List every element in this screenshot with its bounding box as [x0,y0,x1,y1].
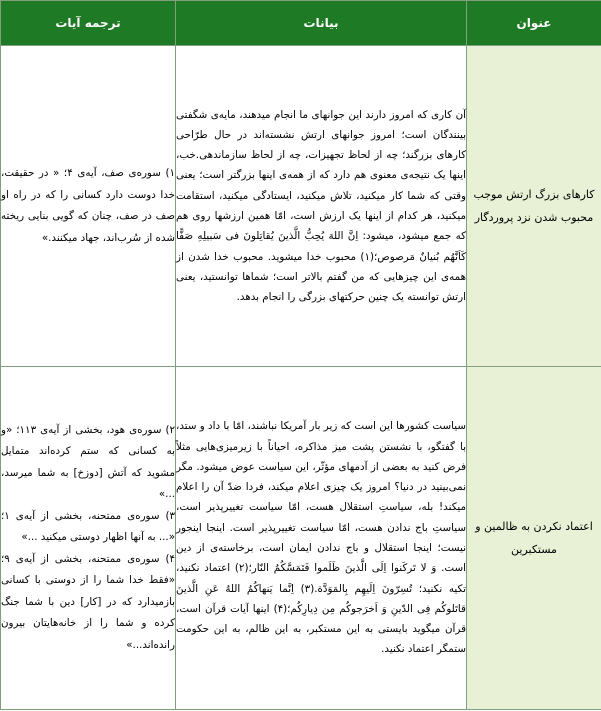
table-header-row [1,1,601,46]
translation-item: ۳) سوره‌ی ممتحنه، بخشی از آیه‌ی ۱؛ «... به آنها اظهار دوستی میکنید ...» [1,509,175,544]
header-translation: ترجمه آیات [1,1,176,46]
translation-item: ۱) سوره‌ی صف، آیه‌ی ۴؛ « در حقیقت، خدا دوست دارد کسانی را که در راه او صف در صف، چنان که گویی بنایی ریخته شده از سُرب‌اند، جهاد میکنند.» [1,167,176,244]
translation-item: ۴) سوره‌ی ممتحنه، بخشی از آیه‌ی ۹؛ «فقط خدا شما را از دوستی با کسانی بازمیدارد که در [کار] دین با شما جنگ کرده و شما را از خانه‌هایتان بیرون رانده‌اند...» [1,552,175,651]
translation-item: ۲) سوره‌ی هود، بخشی از آیه‌ی ۱۱۳؛ «و به کسانی که ستم کرده‌اند متمایل مشوید که آتش [دوزخ] به شما میرسد، ...» [1,423,175,501]
row-translations [1,46,176,367]
row-title: اعتماد نکردن به ظالمین و مستکبرین [467,367,601,710]
row-title: کارهای بزرگ ارتش موجب محبوب شدن نزد پروردگار [467,46,601,367]
header-title: عنوان [467,1,601,46]
row-body: آن کاری که امروز دارند این جوانهای ما انجام میدهند، مایه‌ی شگفتی بینندگان است؛ امروز جوانهای ارتش نشسته‌اند در حال طرّاحی کارهای بزرگند؛ چه از لحاظ تجهیزات، چه از لحاظ سازماندهی.خب، اینها یک نتیجه‌ی معنوی هم دارد که از همه‌ی اینها بزرگتر است؛ یعنی وقتی که شما کار میکنید، تلاش میکنید، ایستادگی میکنید، استقامت میکنید، هر کدام از اینها یک ارزش است، امّا همین ارزشها روی هم که جمع میشود، میشود: اِنَّ اللهَ یُحِبُّ الَّذینَ یُقاتِلونَ فی سَبیلِهِ صَفًّا کَاَنَّهُم بُنیانٌ مَرصوص؛(۱) محبوب خدا میشوید. محبوب خدا شدن از همه‌ی این چیزهایی که من گفتم بالاتر است؛ شماها توانستید، یعنی ارتش توانسته یک چنین حرکتهای بزرگی را انجام بدهد. [176,46,467,367]
table-row [1,46,601,367]
row-translations [1,367,176,710]
table-row [1,367,601,710]
header-body: بیانات [176,1,467,46]
row-body: سیاست کشورها این است که زیر بار آمریکا نباشند، امّا با داد و ستد، با گفتگو، با نشستن پشت میز مذاکره، احیاناً با زیرمیزی‌هایی مثلاً فرض کنید به بعضی از آدمهای مؤثّر، این سیاست عوض میشود. مگر نمی‌بینید در دنیا؟ امروز یک چیزی اعلام میکند، فردا ضدّ آن را اعلام میکند! بله، سیاستِ استقلال هست، امّا سیاست تغییرپذیر است، سیاستِ باج ندادن هست، امّا سیاست تغییرپذیر است. اینجا اینجور نیست؛ اینجا استقلال و باج ندادن ایمان است، برخاسته‌ی از دین است. وَ لا تَرکَنوا اِلَی الَّذینَ ظَلَموا فَتَمَسَّکُمُ النّار؛(۲) اعتماد نکنید، تکیه نکنید؛ تُسِرّونَ اِلَیهِم بِالمَوَدَّة.(۳) اِنَّما یَنهاکُمُ اللهُ عَنِ الَّذینَ قاتَلوکُم فِی الدّینِ وَ اَخرَجوکُم مِن دِیارِکُم؛(۴) اینها آیات قرآن است، قرآن میگوید بایستی به این مستکبر، به این ظالم، به این حکومت ستمگر اعتماد نکنید. [176,367,467,710]
